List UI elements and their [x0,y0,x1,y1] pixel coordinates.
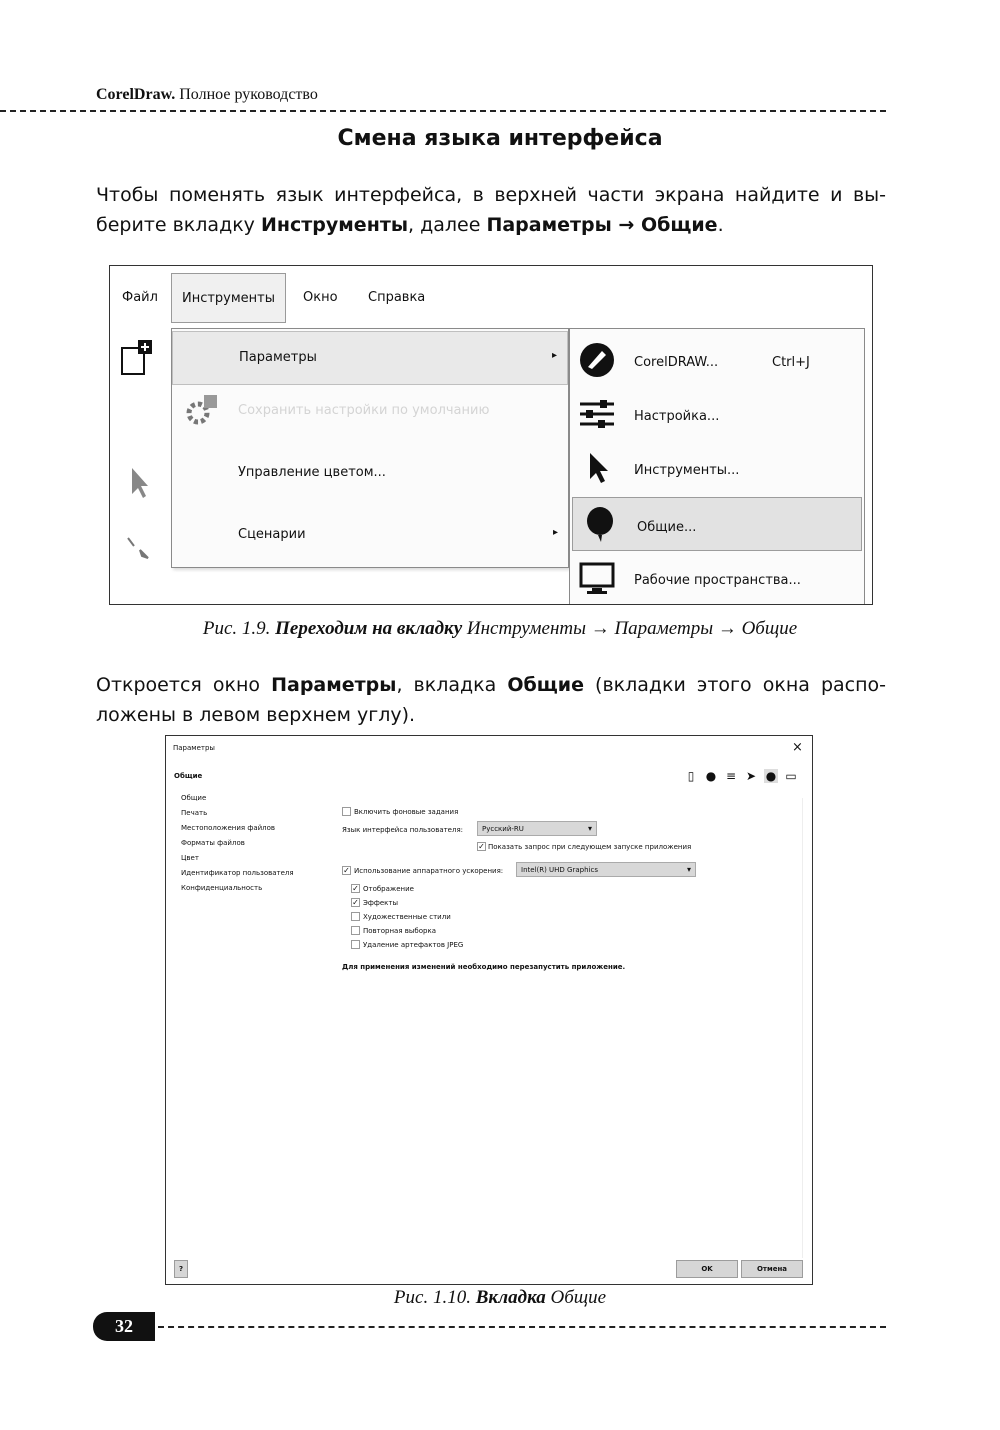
menu-window[interactable]: Окно [303,290,338,305]
tools-menu [171,328,569,568]
submenu-item-general[interactable] [572,497,862,551]
cancel-button[interactable]: Отмена [741,1260,803,1278]
ui-language-select[interactable]: Русский-RU ▾ [477,821,597,836]
monitor-icon[interactable]: ▭ [785,769,797,783]
p1-text-2: , далее [408,214,487,236]
corel-icon[interactable]: ● [705,769,717,783]
p1-text-1: Чтобы поменять язык интерфейса, в верхней части экрана найдите и вы-берите вкладку [96,184,886,236]
hw-accel-checkbox[interactable]: ✓ [343,866,350,875]
gear-icon [180,391,220,431]
paragraph-1 [96,180,886,240]
running-head [96,86,318,104]
shortcut-text: Ctrl+J [772,355,810,370]
restart-note: Для применения изменений необходимо перезапустить приложение. [342,963,626,971]
nav-item-print[interactable]: Печать [181,809,208,817]
menu-item-label: Управление цветом... [238,465,386,480]
menu-item-label: Параметры [239,350,317,365]
p2-text-3: (вкладки этого окна распо-ложены в левом верхнем углу). [96,674,886,726]
menu-file[interactable]: Файл [122,290,158,305]
sliders-icon [578,395,616,433]
p1-bold-1: Инструменты [260,214,409,236]
menu-item-label: Сценарии [238,527,306,542]
paragraph-2 [96,670,886,730]
menu-help[interactable]: Справка [368,290,426,305]
effects-checkbox[interactable]: ✓ [352,898,359,907]
resample-label: Повторная выборка [363,927,436,935]
figure-1-caption [0,618,1000,640]
parameters-submenu [569,328,865,605]
menu-item-scripts[interactable] [172,509,568,563]
submenu-arrow-icon: ▸ [551,350,557,361]
submenu-label: Рабочие пространства... [634,573,801,588]
cursor-icon[interactable]: ➤ [745,769,757,783]
submenu-arrow-icon: ▸ [552,527,558,538]
cursor-icon [578,449,616,487]
close-icon[interactable]: × [792,740,803,755]
submenu-label: CorelDRAW... [634,355,719,370]
nav-item-privacy[interactable]: Конфиденциальность [181,884,263,892]
ok-button[interactable]: OK [676,1260,738,1278]
caption-prefix: Рис. 1.9. [202,618,276,639]
book-subtitle: Полное руководство [175,86,318,103]
figure-menu-screenshot [109,265,873,605]
nav-item-file-formats[interactable]: Форматы файлов [181,839,245,847]
toolbox-icons [110,328,170,605]
menubar [110,266,872,328]
corel-icon [578,341,616,379]
menu-item-parameters[interactable] [172,331,568,385]
menu-tools[interactable]: Инструменты [171,273,286,323]
monitor-icon [578,559,616,597]
figure-2-caption [0,1287,1000,1309]
submenu-label: Общие... [637,520,697,535]
art-styles-label: Художественные стили [363,913,451,921]
sliders-icon[interactable]: ≡ [725,769,737,783]
submenu-item-tools[interactable] [570,441,864,495]
dialog-section-title: Общие [174,772,203,780]
dialog-nav [181,794,294,899]
nav-item-file-locations[interactable]: Местоположения файлов [181,824,276,832]
display-label: Отображение [363,885,414,893]
resample-checkbox[interactable] [351,926,360,935]
book-title: CorelDraw. [96,86,176,103]
menu-item-label: Сохранить настройки по умолчанию [238,403,490,418]
effects-label: Эффекты [363,899,398,907]
pick-tool-icon [132,468,148,498]
dialog-category-icons [684,768,806,784]
caption-bold: Вкладка [475,1287,546,1308]
balloon-icon [581,506,619,544]
jpeg-artifacts-checkbox[interactable] [351,940,360,949]
nav-item-general[interactable]: Общие [181,794,207,802]
caption-bold: Переходим на вкладку [275,618,463,639]
gpu-select[interactable]: Intel(R) UHD Graphics ▾ [516,862,696,877]
nav-item-user-id[interactable]: Идентификатор пользователя [181,869,294,877]
submenu-item-workspaces[interactable] [570,551,864,605]
header-rule [0,110,886,112]
shape-tool-icon [128,538,148,558]
page-number: 32 [93,1312,155,1341]
p2-bold-2: Общие [507,674,584,696]
p1-text-3: . [717,214,724,236]
jpeg-artifacts-label: Удаление артефактов JPEG [363,941,464,949]
menu-item-color-management[interactable] [172,447,568,501]
help-button[interactable]: ? [174,1260,188,1278]
caption-prefix: Рис. 1.10. [393,1287,476,1308]
p2-text-1: Откроется окно [96,674,272,696]
p1-bold-2: Параметры → Общие [486,214,718,236]
art-styles-checkbox[interactable] [351,912,360,921]
toolbox [110,328,170,605]
ask-restart-checkbox[interactable]: ✓ [478,842,485,851]
footer-rule [158,1326,886,1328]
bg-tasks-checkbox[interactable] [342,807,351,816]
options-dialog [165,735,813,1285]
ask-restart-label: Показать запрос при следующем запуске приложения [488,843,692,851]
menu-item-save-defaults[interactable] [172,385,568,439]
submenu-item-customization[interactable] [570,387,864,441]
dialog-scrollbar[interactable] [802,798,808,1258]
submenu-label: Настройка... [634,409,720,424]
balloon-icon[interactable]: ● [765,769,777,783]
new-document-icon [122,340,152,374]
section-title: Смена языка интерфейса [337,126,663,151]
display-checkbox[interactable]: ✓ [352,884,359,893]
caption-rest: Общие [545,1287,607,1308]
document-icon[interactable]: ▯ [687,769,695,783]
p2-text-2: , вкладка [396,674,508,696]
submenu-label: Инструменты... [634,463,740,478]
caption-rest: Инструменты → Параметры → Общие [462,618,798,639]
submenu-item-coreldraw[interactable] [570,333,864,387]
ui-language-label: Язык интерфейса пользователя: [342,826,464,834]
dialog-title: Параметры [173,744,215,752]
p2-bold-1: Параметры [271,674,397,696]
hw-accel-label: Использование аппаратного ускорения: [354,867,504,875]
bg-tasks-label: Включить фоновые задания [354,808,459,816]
nav-item-color[interactable]: Цвет [181,854,199,862]
